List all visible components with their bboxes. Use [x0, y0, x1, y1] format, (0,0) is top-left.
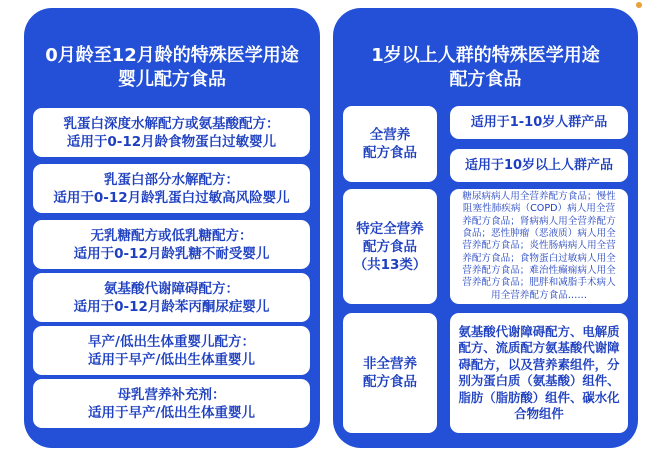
infant-card-5 — [33, 326, 310, 375]
specific-desc-line: 食品；恶性肿瘤（恶液质）病人用全 — [462, 228, 616, 240]
non-full-desc-line: 别为蛋白质（氨基酸）组件、 — [458, 373, 620, 388]
non-full-desc-line: 氨基酸代谢障碍配方、电解质 — [458, 323, 620, 339]
infant-card-5-usage: 适用于早产/低出生体重婴儿 — [88, 351, 255, 368]
over-one-title-line2: 配方食品 — [449, 69, 522, 90]
full-nutrition-label — [343, 106, 437, 182]
non-full-description — [450, 313, 628, 433]
infant-card-4 — [33, 273, 310, 322]
infant-card-4-usage: 适用于0-12月龄苯丙酮尿症婴儿 — [73, 298, 270, 315]
full-nutrition-label-line1: 全营养 — [369, 127, 411, 143]
specific-full-label — [343, 189, 437, 304]
over-one-title-line1: 1岁以上人群的特殊医学用途 — [371, 45, 600, 66]
full-nutrition-age-1-10 — [450, 106, 628, 139]
infant-card-5-type: 早产/低出生体重婴儿配方： — [88, 333, 255, 350]
specific-full-label-line1: 特定全营养 — [356, 220, 424, 237]
infant-card-6-usage: 适用于早产/低出生体重婴儿 — [88, 404, 255, 421]
infant-title-line2: 婴儿配方食品 — [118, 69, 226, 90]
specific-full-label-line3: （共13类） — [353, 256, 427, 273]
non-full-desc-line: 合物组件 — [514, 406, 564, 421]
infant-card-4-type: 氨基酸代谢障碍配方： — [104, 280, 239, 297]
infant-card-1-usage: 适用于0-12月龄食物蛋白过敏婴儿 — [66, 133, 277, 150]
infant-formula-panel — [24, 8, 320, 448]
infant-card-1 — [33, 108, 310, 157]
specific-desc-line: 养配方食品；食物蛋白过敏病人用全 — [462, 252, 616, 264]
specific-desc-line: 营养配方食品；难治性癫痫病人用全 — [462, 264, 616, 276]
specific-desc-line: 营养配方食品；炎性肠病病人用全营 — [462, 240, 616, 252]
full-nutrition-label-line2: 配方食品 — [363, 145, 417, 161]
over-one-title — [333, 44, 638, 92]
infant-card-6-type: 母乳营养补充剂： — [117, 386, 226, 403]
specific-desc-line: 养配方食品；肾病病人用全营养配方 — [462, 215, 616, 227]
infant-card-3-type: 无乳糖配方或低乳糖配方： — [90, 227, 253, 244]
infant-panel-title — [24, 44, 320, 92]
infant-card-2-usage: 适用于0-12月龄乳蛋白过敏高风险婴儿 — [53, 189, 290, 206]
infant-card-2-type: 乳蛋白部分水解配方： — [104, 171, 239, 188]
infant-card-6 — [33, 379, 310, 428]
corner-dot — [636, 2, 642, 8]
non-full-label — [343, 313, 437, 433]
specific-full-label-line2: 配方食品 — [363, 238, 417, 255]
specific-desc-line: 阻塞性肺疾病（COPD）病人用全营 — [462, 203, 616, 215]
infant-card-1-type: 乳蛋白深度水解配方或氨基酸配方： — [63, 115, 280, 132]
specific-desc-line: 糖尿病病人用全营养配方食品；慢性 — [462, 191, 616, 203]
non-full-label-line1: 非全营养 — [363, 356, 417, 372]
infant-card-2 — [33, 164, 310, 213]
infant-title-line1: 0月龄至12月龄的特殊医学用途 — [45, 45, 299, 66]
non-full-desc-line: 脂肪（脂肪酸）组件、碳水化 — [458, 389, 620, 405]
over-one-year-panel — [333, 8, 638, 448]
non-full-desc-line: 配方、流质配方氨基酸代谢障 — [458, 340, 620, 355]
full-nutrition-item1-text: 适用于1-10岁人群产品 — [470, 114, 608, 130]
specific-desc-line: 营养配方食品；肥胖和减脂手术病人 — [462, 277, 616, 289]
infant-card-3-usage: 适用于0-12月龄乳糖不耐受婴儿 — [73, 245, 270, 262]
non-full-desc-line: 碍配方，以及营养素组件，分 — [458, 356, 620, 372]
non-full-label-line2: 配方食品 — [363, 374, 417, 390]
specific-desc-line: 用全营养配方食品…… — [491, 289, 587, 301]
full-nutrition-item2-text: 适用于10岁以上人群产品 — [464, 157, 614, 173]
specific-full-description — [450, 189, 628, 304]
full-nutrition-age-10-plus — [450, 149, 628, 182]
infant-card-3 — [33, 220, 310, 269]
